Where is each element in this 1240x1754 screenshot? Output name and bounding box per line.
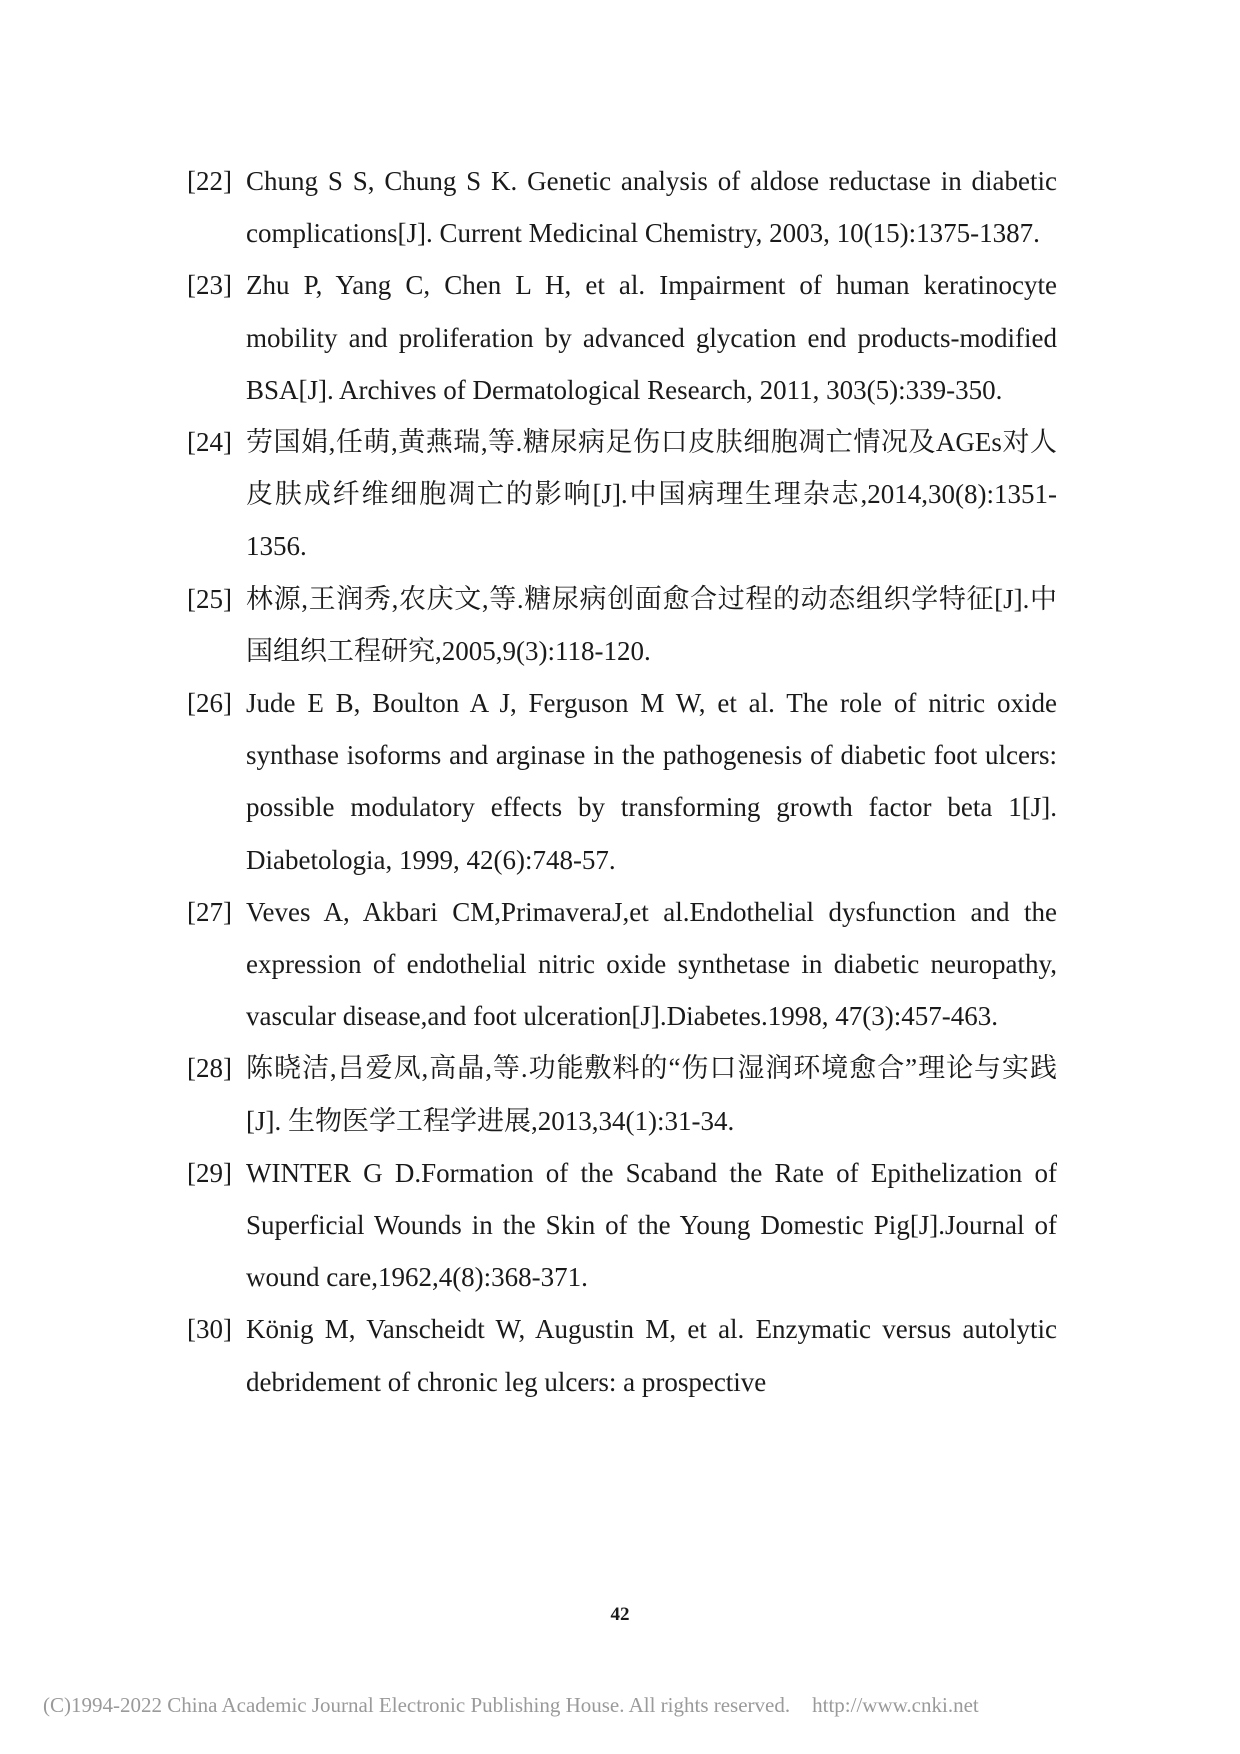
reference-number: [30] [187,1314,232,1345]
reference-item [187,259,1057,416]
reference-text: Veves A, Akbari CM,PrimaveraJ,et al.Endothelial dysfunction and the expression of endothelial nitric oxide synthetase in diabetic neuropathy, vascular disease,and foot ulceration[J].Diabetes.1998, 47(3):457-463. [246,896,1057,1032]
reference-number: [27] [187,896,232,927]
reference-text: WINTER G D.Formation of the Scaband the Rate of Epithelization of Superficial Wounds in the Skin of the Young Domestic Pig[J].Journal of wound care,1962,4(8):368-371. [246,1157,1057,1293]
reference-text: 林源,王润秀,农庆文,等.糖尿病创面愈合过程的动态组织学特征[J].中国组织工程研究,2005,9(3):118-120. [246,583,1057,666]
reference-item [187,155,1057,259]
reference-text: Jude E B, Boulton A J, Ferguson M W, et al. The role of nitric oxide synthase isoforms and arginase in the pathogenesis of diabetic foot ulcers: possible modulatory effects by transforming growth factor beta 1[J]. Diabetologia, 1999, 42(6):748-57. [246,688,1057,875]
reference-item [187,886,1057,1043]
reference-text: 劳国娟,任萌,黄燕瑞,等.糖尿病足伤口皮肤细胞凋亡情况及AGEs对人皮肤成纤维细胞凋亡的影响[J].中国病理生理杂志,2014,30(8):1351-1356. [246,427,1057,562]
copyright-text: (C)1994-2022 China Academic Journal Electronic Publishing House. All rights reserved. [43,1693,791,1717]
copyright-footer [43,1693,979,1718]
reference-item [187,1147,1057,1304]
reference-item [187,677,1057,886]
reference-item [187,416,1057,573]
reference-number: [28] [187,1053,232,1084]
reference-text: Chung S S, Chung S K. Genetic analysis of aldose reductase in diabetic complications[J]. Current Medicinal Chemistry, 2003, 10(15):1375-1387. [246,166,1057,249]
reference-number: [22] [187,166,232,196]
reference-item [187,573,1057,677]
reference-number: [25] [187,583,232,614]
reference-number: [29] [187,1157,232,1188]
reference-item [187,1303,1057,1407]
reference-number: [23] [187,270,232,301]
page-number: 42 [610,1604,630,1625]
reference-number: [26] [187,688,232,719]
reference-text: Zhu P, Yang C, Chen L H, et al. Impairment of human keratinocyte mobility and proliferation by advanced glycation end products-modified BSA[J]. Archives of Dermatological Research, 2011, 303(5):339-350. [246,270,1057,405]
reference-number: [24] [187,427,232,458]
reference-list [187,155,1057,1408]
footer-url: http://www.cnki.net [812,1693,979,1717]
reference-text: König M, Vanscheidt W, Augustin M, et al. Enzymatic versus autolytic debridement of chronic leg ulcers: a prospective [246,1314,1057,1397]
reference-item [187,1042,1057,1146]
reference-text: 陈晓洁,吕爱凤,高晶,等.功能敷料的“伤口湿润环境愈合”理论与实践[J]. 生物医学工程学进展,2013,34(1):31-34. [246,1053,1057,1136]
